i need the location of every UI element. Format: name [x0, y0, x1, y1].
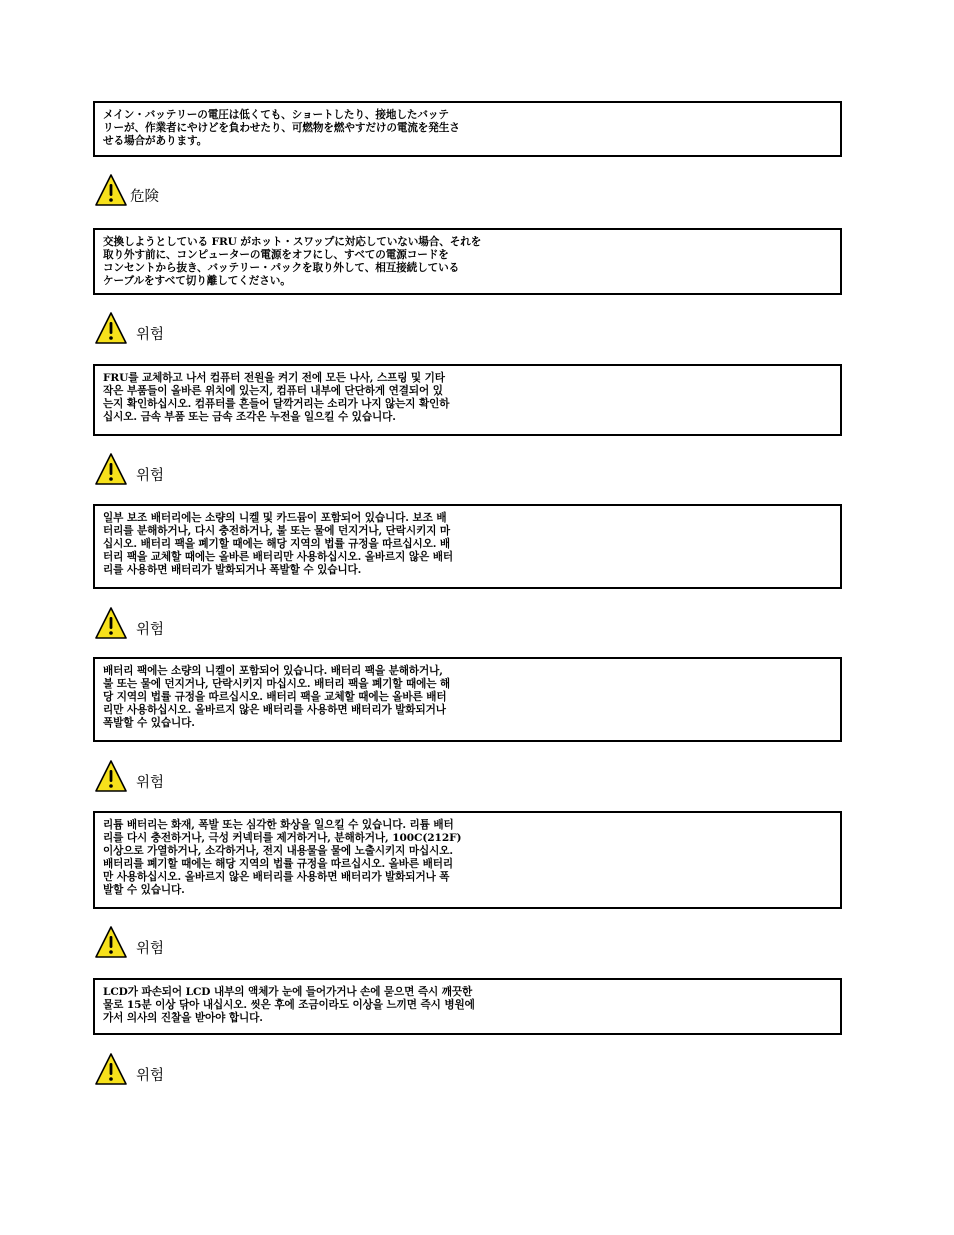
warning-triangle-icon — [94, 311, 128, 345]
notice-line: 일부 보조 배터리에는 소량의 니켈 및 카드뮴이 포함되어 있습니다. 보조 배 — [103, 512, 447, 524]
danger-header — [94, 759, 164, 793]
warning-triangle-icon — [94, 759, 128, 793]
notice-box-battery-voltage-ja — [93, 101, 842, 157]
notice-line: 작은 부품들이 올바른 위치에 있는지, 컴퓨터 내부에 단단하게 연결되어 있 — [103, 385, 443, 397]
notice-line: 터리를 분해하거나, 다시 충전하거나, 불 또는 물에 던지거나, 단락시키지 마 — [103, 525, 451, 537]
notice-box-lithium-battery-ko — [93, 811, 842, 909]
notice-line: 십시오. 금속 부품 또는 금속 조각은 누전을 일으킬 수 있습니다. — [103, 411, 396, 423]
notice-line: 폭발할 수 있습니다. — [103, 717, 195, 729]
notice-line: 당 지역의 법률 규정을 따르십시오. 배터리 팩을 교체할 때에는 올바른 배터 — [103, 691, 447, 703]
notice-line: メイン・バッテリーの電圧は低くても、ショートしたり、接地したバッテ — [103, 109, 449, 121]
notice-line: FRU를 교체하고 나서 컴퓨터 전원을 켜기 전에 모든 나사, 스프링 및 기타 — [103, 372, 445, 384]
notice-line: 가서 의사의 진찰을 받아야 합니다. — [103, 1012, 263, 1024]
warning-triangle-icon — [94, 1052, 128, 1086]
danger-header — [94, 1052, 164, 1086]
notice-line: 십시오. 배터리 팩을 폐기할 때에는 해당 지역의 법률 규정을 따르십시오. 배 — [103, 538, 451, 550]
notice-line: 만 사용하십시오. 올바르지 않은 배터리를 사용하면 배터리가 발화되거나 폭 — [103, 871, 450, 883]
danger-label: 위험 — [136, 327, 165, 343]
notice-line: 물로 15분 이상 닦아 내십시오. 씻은 후에 조금이라도 이상을 느끼면 즉시 병원에 — [103, 999, 475, 1011]
notice-line: LCD가 파손되어 LCD 내부의 액체가 눈에 들어가거나 손에 묻으면 즉시 깨끗한 — [103, 986, 473, 998]
notice-line: 交換しようとしている FRU がホット・スワップに対応していない場合、それを — [103, 236, 482, 248]
notice-line: 리만 사용하십시오. 올바르지 않은 배터리를 사용하면 배터리가 발화되거나 — [103, 704, 446, 716]
warning-triangle-icon — [94, 452, 128, 486]
danger-label: 위험 — [136, 941, 165, 957]
danger-label: 위험 — [136, 622, 165, 638]
danger-header — [94, 606, 164, 640]
notice-line: 이상으로 가열하거나, 소각하거나, 전지 내용물을 물에 노출시키지 마십시오. — [103, 845, 454, 857]
notice-line: 取り外す前に、コンピューターの電源をオフにし、すべての電源コードを — [103, 249, 449, 261]
notice-line: 터리 팩을 교체할 때에는 올바른 배터리만 사용하십시오. 올바르지 않은 배터 — [103, 551, 454, 563]
warning-triangle-icon — [94, 925, 128, 959]
danger-label: 危険 — [130, 189, 159, 205]
notice-line: 리를 사용하면 배터리가 발화되거나 폭발할 수 있습니다. — [103, 564, 362, 576]
notice-line: リーが、作業者にやけどを負わせたり、可燃物を燃やすだけの電流を発生さ — [103, 122, 460, 134]
notice-line: せる場合があります。 — [103, 135, 208, 147]
notice-line: 발할 수 있습니다. — [103, 884, 185, 896]
danger-label: 위험 — [136, 1068, 165, 1084]
danger-header — [94, 452, 164, 486]
notice-box-nicad-battery-ko — [93, 504, 842, 589]
notice-box-lcd-liquid-ko — [93, 978, 842, 1035]
notice-line: コンセントから抜き、バッテリー・パックを取り外して、相互接続している — [103, 262, 460, 274]
notice-line: 불 또는 물에 던지거나, 단락시키지 마십시오. 배터리 팩을 폐기할 때에는 해 — [103, 678, 451, 690]
danger-header — [94, 311, 164, 345]
warning-triangle-icon — [94, 173, 128, 207]
notice-box-nickel-battery-pack-ko — [93, 657, 842, 742]
notice-box-fru-screws-ko — [93, 364, 842, 436]
danger-label: 위험 — [136, 468, 165, 484]
notice-line: ケーブルをすべて切り離してください。 — [103, 275, 291, 287]
danger-label: 위험 — [136, 775, 165, 791]
warning-triangle-icon — [94, 606, 128, 640]
notice-line: 리튬 배터리는 화재, 폭발 또는 심각한 화상을 일으킬 수 있습니다. 리튬 배터 — [103, 819, 454, 831]
notice-line: 리를 다시 충전하거나, 극성 커넥터를 제거하거나, 분해하거나, 100C(212F) — [103, 832, 462, 844]
notice-line: 는지 확인하십시오. 컴퓨터를 흔들어 달깍거리는 소리가 나지 않는지 확인하 — [103, 398, 450, 410]
notice-box-fru-hotswap-ja — [93, 228, 842, 295]
danger-header — [94, 173, 159, 207]
notice-line: 배터리 팩에는 소량의 니켈이 포함되어 있습니다. 배터리 팩을 분해하거나, — [103, 665, 443, 677]
notice-line: 배터리를 폐기할 때에는 해당 지역의 법률 규정을 따르십시오. 올바른 배터리 — [103, 858, 454, 870]
danger-header — [94, 925, 164, 959]
